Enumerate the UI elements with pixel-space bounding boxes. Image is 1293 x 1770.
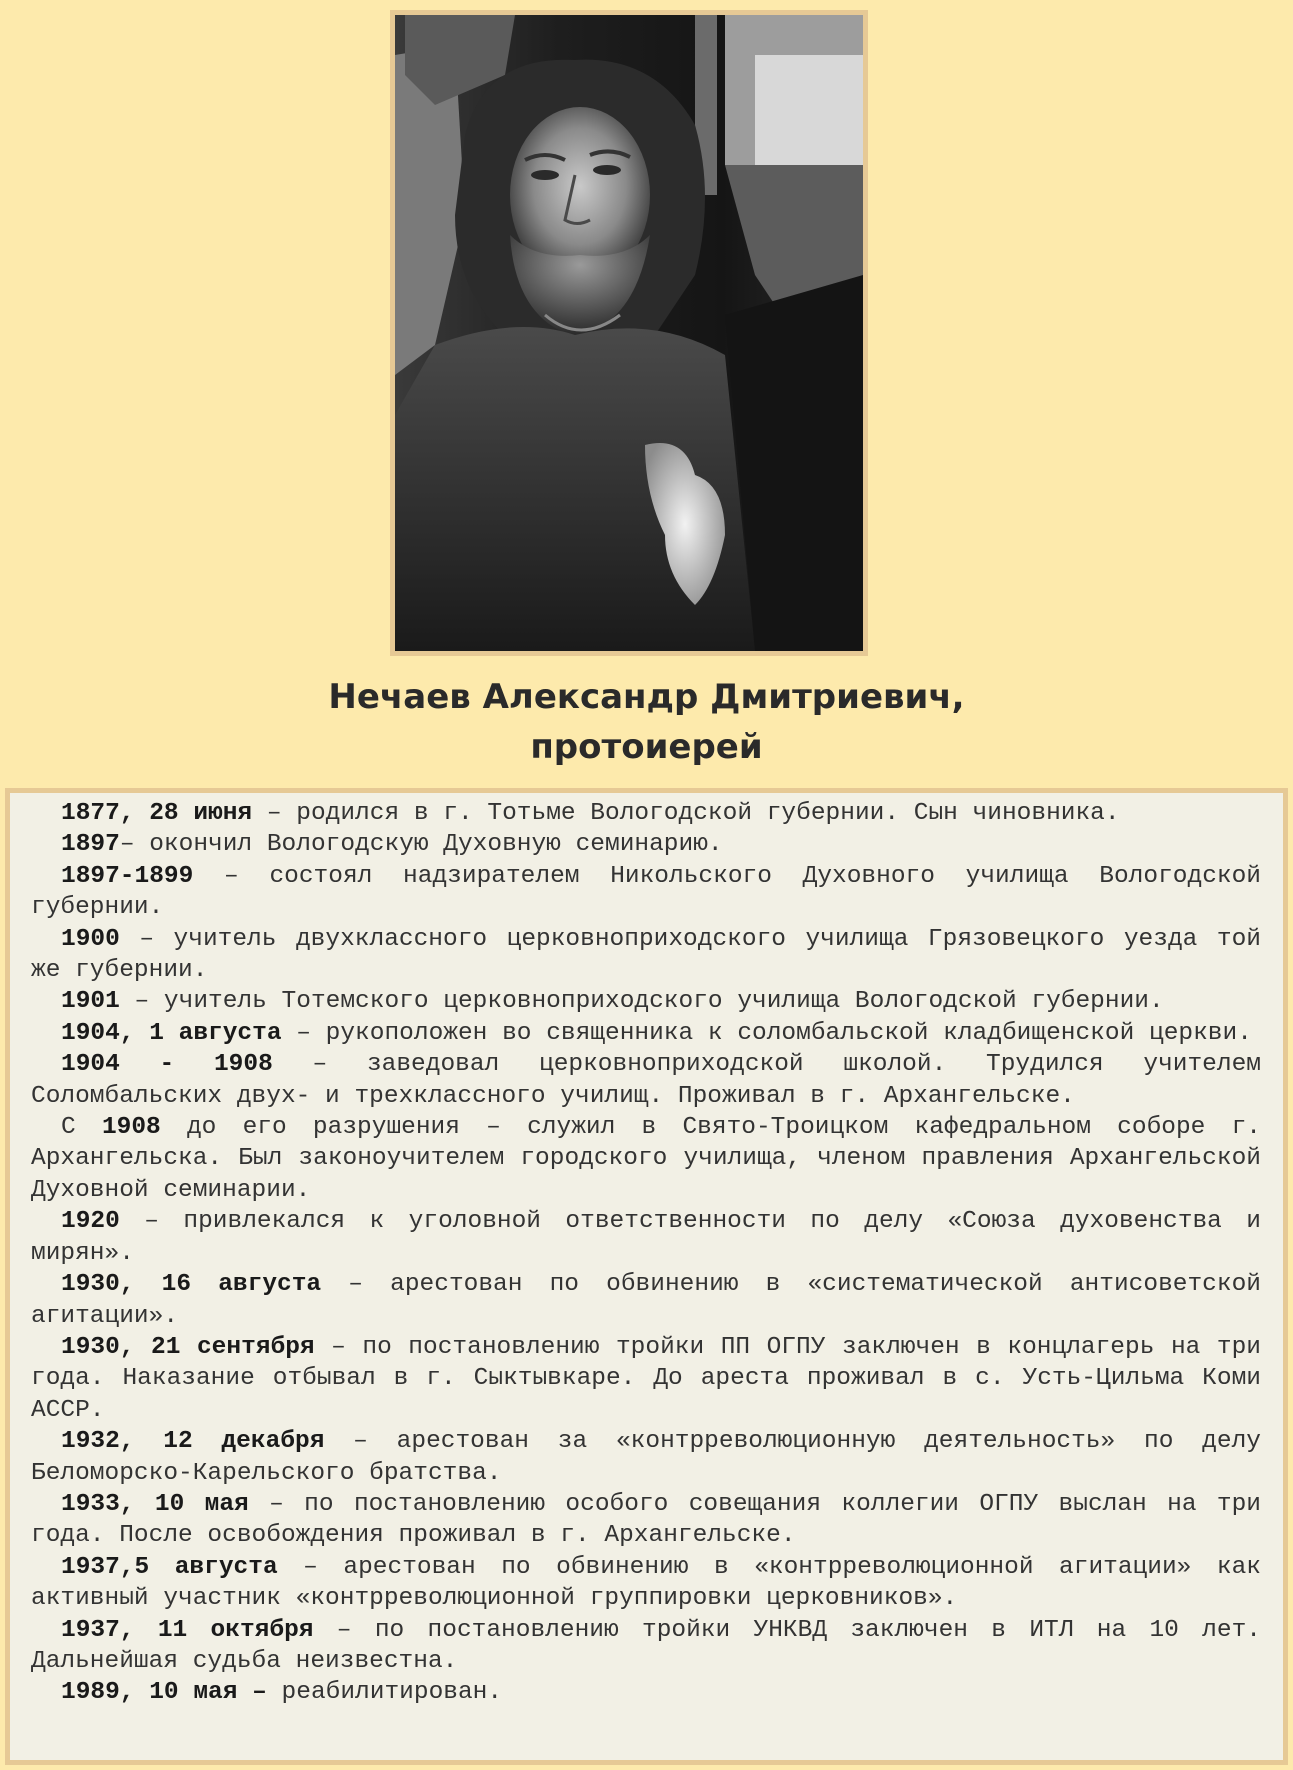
biography-list (31, 798, 1261, 1709)
entry-date: 1937,5 августа (61, 1553, 278, 1581)
entry-date: 1900 (61, 925, 120, 953)
entry-text: – рукоположен во священника к соломбальской кладбищенской церкви. (281, 1019, 1252, 1047)
portrait-photo-icon (395, 15, 863, 651)
entry-text: – арестован по обвинению в «контрреволюционной агитации» как активный участник «контрреволюционной группировки церковников». (31, 1553, 1261, 1613)
entry-prefix: С (61, 1114, 102, 1142)
biography-entry (31, 1206, 1261, 1269)
entry-text: – заведовал церковноприходской школой. Трудился учителем Соломбальских двух- и трехклассного училищ. Проживал в г. Архангельске. (31, 1051, 1261, 1110)
entry-date: 1897-1899 (61, 862, 194, 890)
entry-text: – учитель двухклассного церковноприходского училища Грязовецкого уезда той же губернии. (31, 925, 1261, 985)
biography-entry (31, 861, 1261, 924)
entry-date: 1877, 28 июня (61, 800, 253, 827)
biography-entry (31, 1615, 1261, 1678)
entry-text: – состоял надзирателем Никольского Духовного училища Вологодской губернии. (31, 862, 1261, 922)
entry-date: 1930, 16 августа (61, 1271, 322, 1299)
biography-entry (31, 1489, 1261, 1552)
biography-entry (31, 1332, 1261, 1426)
person-name: Нечаев Александр Дмитриевич, (328, 677, 965, 717)
entry-text: – по постановлению тройки УНКВД заключен в ИТЛ на 10 лет. Дальнейшая судьба неизвестна. (31, 1616, 1261, 1675)
biography-entry (31, 829, 1261, 860)
entry-text: – арестован за «контрреволюционную деятельность» по делу Беломорско-Карельского братства. (31, 1428, 1261, 1487)
entry-text: – арестован по обвинению в «систематической антисоветской агитации». (31, 1271, 1261, 1330)
entry-date: 1897 (61, 831, 120, 859)
entry-text: – учитель Тотемского церковноприходского училища Вологодской губернии. (119, 988, 1164, 1016)
biography-entry (31, 1269, 1261, 1332)
entry-text: – окончил Вологодскую Духовную семинарию. (119, 831, 723, 859)
biography-entry (31, 986, 1261, 1017)
entry-text: – по постановлению тройки ПП ОГПУ заключен в концлагерь на три года. Наказание отбывал в г. Сыктывкаре. До ареста проживал в с. Усть-Цильма Коми АССР. (31, 1333, 1261, 1424)
portrait-photo (390, 10, 868, 656)
entry-date: 1920 (61, 1208, 120, 1236)
entry-date: 1937, 11 октября (61, 1616, 314, 1644)
entry-text: – по постановлению особого совещания коллегии ОГПУ выслан на три года. После освобождения проживал в г. Архангельске. (31, 1490, 1261, 1550)
entry-text: реабилитирован. (266, 1679, 503, 1707)
person-title (0, 672, 1293, 772)
entry-date: 1933, 10 мая (61, 1490, 249, 1518)
biography-entry (31, 1677, 1261, 1708)
biography-entry (31, 1552, 1261, 1615)
biography-entry (31, 1018, 1261, 1049)
biography-entry (31, 1049, 1261, 1112)
biography-entry (31, 924, 1261, 987)
biography-panel (5, 788, 1288, 1765)
biography-entry (31, 798, 1261, 829)
entry-date: 1932, 12 декабря (61, 1428, 325, 1456)
entry-date: 1989, 10 мая – (61, 1679, 267, 1707)
entry-date: 1908 (101, 1114, 161, 1142)
person-rank: протоиерей (530, 727, 763, 767)
entry-text: – привлекался к уголовной ответственности по делу «Союза духовенства и мирян». (31, 1208, 1261, 1267)
entry-text: – родился в г. Тотьме Вологодской губернии. Сын чиновника. (252, 800, 1120, 827)
entry-date: 1901 (61, 988, 120, 1016)
biography-entry (31, 1426, 1261, 1489)
entry-date: 1930, 21 сентября (61, 1333, 315, 1361)
entry-date: 1904 - 1908 (61, 1051, 273, 1079)
biography-entry (31, 1112, 1261, 1206)
entry-text: до его разрушения – служил в Свято-Троицком кафедральном соборе г. Архангельска. Был законоучителем городского училища, членом правления Архангельской Духовной семинарии. (31, 1114, 1262, 1204)
entry-date: 1904, 1 августа (61, 1019, 282, 1047)
